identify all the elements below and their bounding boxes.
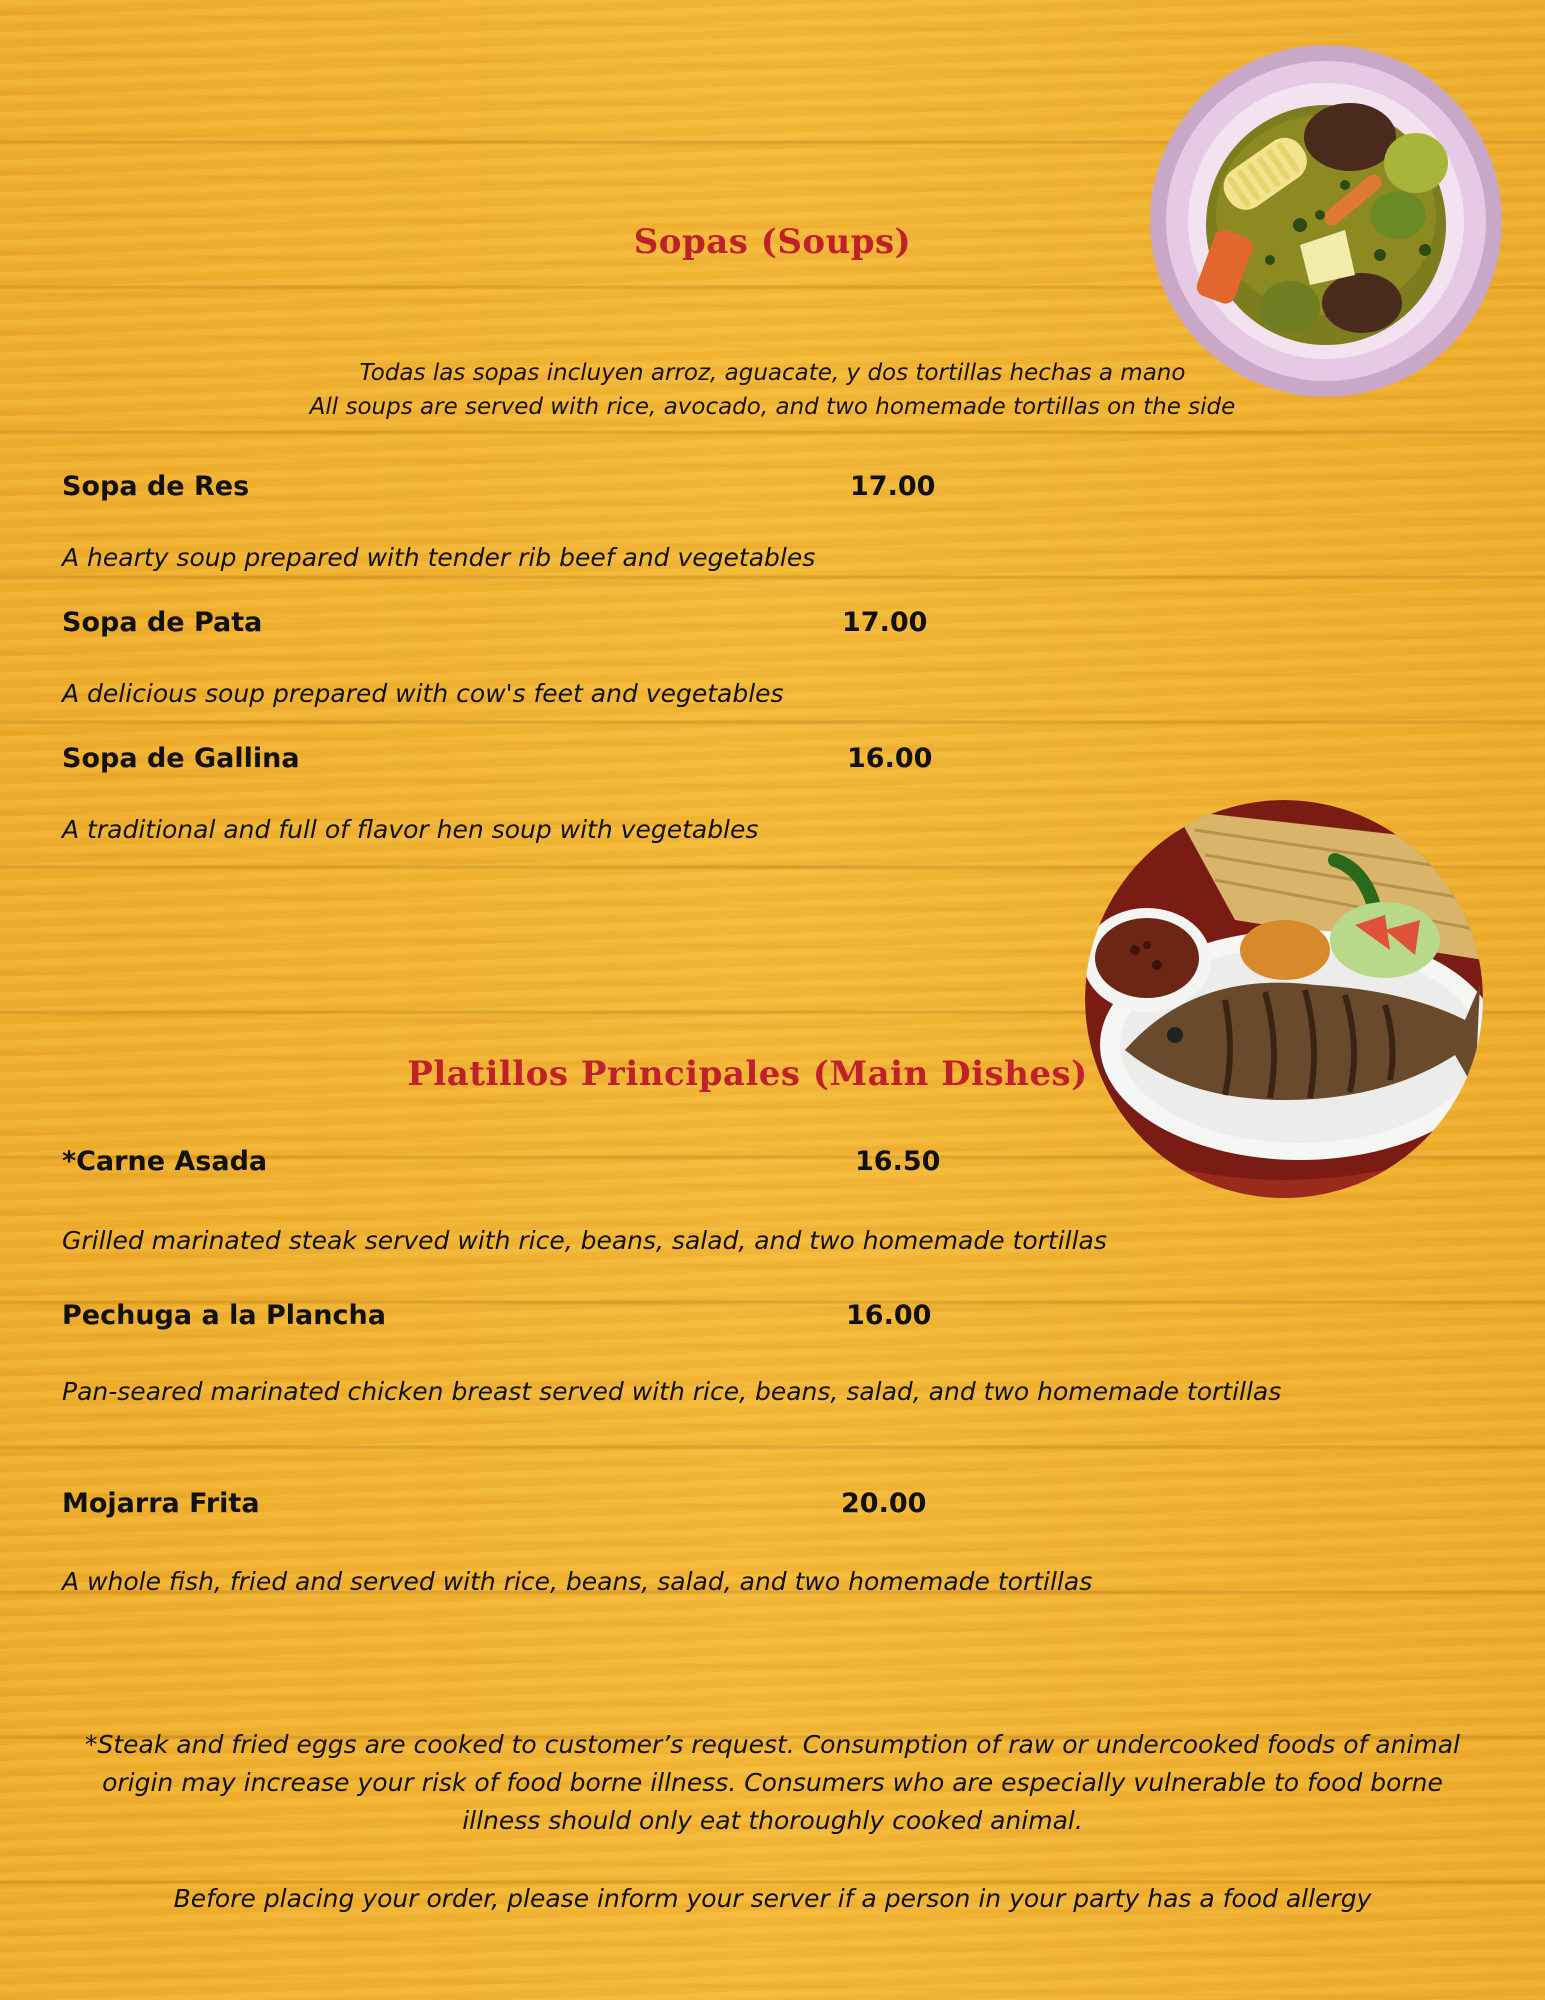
menu-item-name: Pechuga a la Plancha <box>62 1300 386 1331</box>
menu-item-price: 16.00 <box>846 1300 932 1331</box>
menu-item-name: Sopa de Gallina <box>62 743 300 774</box>
menu-item-description: A traditional and full of flavor hen soup with vegetables <box>62 815 759 844</box>
menu-item-price: 17.00 <box>842 607 928 638</box>
menu-item-name: Sopa de Res <box>62 471 250 502</box>
menu-item-price: 20.00 <box>841 1488 927 1519</box>
fried-fish-plate-photo <box>1085 800 1483 1198</box>
soups-section-title: Sopas (Soups) <box>633 222 912 262</box>
menu-item-price: 16.00 <box>847 743 933 774</box>
soup-bowl-photo <box>1150 45 1502 397</box>
menu-item-description: A hearty soup prepared with tender rib beef and vegetables <box>62 543 816 572</box>
menu-item-description: Pan-seared marinated chicken breast served with rice, beans, salad, and two homemade tortillas <box>62 1377 1282 1406</box>
food-safety-disclaimer: *Steak and fried eggs are cooked to customer’s request. Consumption of raw or undercooked foods of animal origin may increase your risk of food borne illness. Consumers who are especially vulnerable to food borne illness should only eat thoroughly cooked animal. <box>85 1730 1460 1835</box>
menu-item-price: 16.50 <box>855 1146 941 1177</box>
menu-item-description: Grilled marinated steak served with rice, beans, salad, and two homemade tortillas <box>62 1226 1107 1255</box>
menu-item-description: A delicious soup prepared with cow's feet and vegetables <box>62 679 784 708</box>
soups-note-english: All soups are served with rice, avocado, and two homemade tortillas on the side <box>309 394 1236 420</box>
allergy-notice: Before placing your order, please inform your server if a person in your party has a food allergy <box>173 1884 1372 1913</box>
menu-item-name: *Carne Asada <box>62 1146 268 1177</box>
menu-item-name: Sopa de Pata <box>62 607 263 638</box>
mains-section-title: Platillos Principales (Main Dishes) <box>407 1054 1088 1094</box>
menu-item-price: 17.00 <box>850 471 936 502</box>
soups-note-spanish: Todas las sopas incluyen arroz, aguacate, y dos tortillas hechas a mano <box>359 360 1186 386</box>
menu-item-name: Mojarra Frita <box>62 1488 260 1519</box>
menu-item-description: A whole fish, fried and served with rice, beans, salad, and two homemade tortillas <box>62 1567 1093 1596</box>
